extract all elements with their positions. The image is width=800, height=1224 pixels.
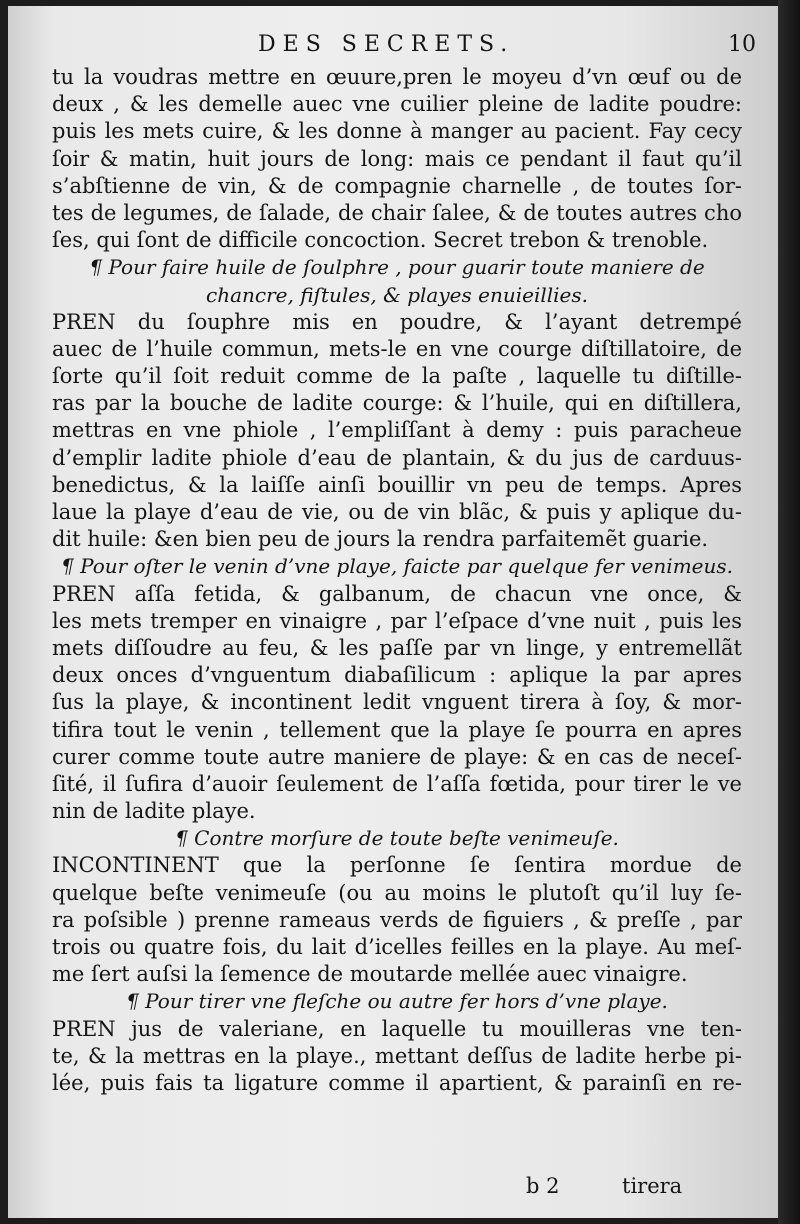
text-line: les mets tremper en vinaigre , par l’eſpace d’vne nuit , puis les [52,608,742,633]
text-line: laue la playe d’eau de vie, ou de vin blãc, & puis y aplique du- [52,500,742,524]
page-edge-shadow [778,0,800,1224]
text-line: lée, puis fais ta ligature comme il apartient, & parainſi en re- [52,1070,742,1095]
text-line: ſorte qu’il ſoit reduit comme de la paſte , laquelle tu diſtille- [52,364,742,389]
text-line: mets diſſoudre au feu, & les paſſe par vn linge, y entremellãt [52,635,742,660]
text-line: PREN aſſa fetida, & galbanum, de chacun vne once, & [52,581,742,606]
text-line: d’emplir ladite phiole d’eau de plantain, & du jus de carduus- [52,445,742,470]
text-line: s’abſtienne de vin, & de compagnie charnelle , de toutes ſor- [52,173,742,198]
text-line: tes de legumes, de ſalade, de chair ſalee, & de toutes autres cho [52,200,742,225]
text-line: puis les mets cuire, & les donne à manger au pacient. Fay cecy [52,119,742,144]
text-line: auec de l’huile commun, mets-le en vne courge diſtillatoire, de [52,336,742,361]
text-line: curer comme toute autre maniere de playe: & en cas de neceſ- [52,744,742,769]
section-heading: ¶ Pour oſter le venin d’vne playe, faicte par quelque fer venimeus. [60,554,733,579]
text-line: ras par la bouche de ladite courge: & l’huile, qui en diſtillera, [52,391,742,416]
text-line: mettras en vne phiole , l’empliſſant à demy : puis paracheue [52,418,742,443]
text-line: tu la voudras mettre en œuure,pren le moyeu d’vn œuf ou de [52,65,742,89]
section-heading: ¶ Pour faire huile de ſoulphre , pour guarir toute maniere de [89,255,705,280]
text-line: me ſert auſsi la ſemence de moutarde mellée auec vinaigre. [52,962,688,987]
text-line: tifira tout le venin , tellement que la playe ſe pourra en apres [52,717,742,742]
section-heading: ¶ Pour tirer vne fleſche ou autre fer hors d’vne playe. [126,989,668,1014]
book-page [8,6,778,1218]
text-line: deux , & les demelle auec vne cuilier pleine de ladite poudre: [52,92,742,117]
running-head: DES SECRETS. [258,32,515,57]
text-line: trois ou quatre fois, du lait d’icelles feilles en la playe. Au meſ- [52,935,742,959]
text-line: te, & la mettras en la playe., mettant deſſus de ladite herbe pi- [52,1043,742,1068]
text-line: ſes, qui ſont de difficile concoction. Secret trebon & trenoble. [52,228,709,253]
section-heading: ¶ Contre morſure de toute beſte venimeuſe. [175,826,619,851]
text-line: INCONTINENT que la perſonne ſe ſentira mordue de [52,853,742,878]
text-line: ra poſsible ) prenne rameaus verds de figuiers , & preſſe , par [52,907,742,932]
page-header [8,32,778,62]
text-line: dit huile: &en bien peu de jours la rendra parfaitemẽt guarie. [52,527,709,552]
section-heading: chancre, fiſtules, & playes enuieillies. [206,282,588,307]
body-text [52,64,742,1097]
page-number: 10 [728,32,756,57]
text-line: quelque beſte venimeuſe (ou au moins le plutoſt qu’il luy ſe- [52,880,742,905]
text-line: PREN jus de valeriane, en laquelle tu mouilleras vne ten- [52,1016,742,1041]
page-footer [8,1174,778,1204]
text-line: deux onces d’vnguentum diabaſilicum : aplique la par apres [52,663,742,688]
text-line: ſus la playe, & incontinent ledit vnguent tirera à ſoy, & mor- [52,690,742,715]
text-line: ſoir & matin, huit jours de long: mais ce pendant il faut qu’il [52,146,742,171]
text-line: PREN du ſouphre mis en poudre, & l’ayant detrempé [52,309,742,334]
signature-mark: b 2 [526,1174,560,1198]
text-line: nin de ladite playe. [52,799,256,824]
catchword: tirera [622,1174,683,1198]
text-line: benedictus, & la laiſſe ainſi bouillir vn peu de temps. Apres [52,472,742,497]
text-line: ſité, il ſufira d’auoir ſeulement de l’aſſa fœtida, pour tirer le ve [52,771,742,796]
